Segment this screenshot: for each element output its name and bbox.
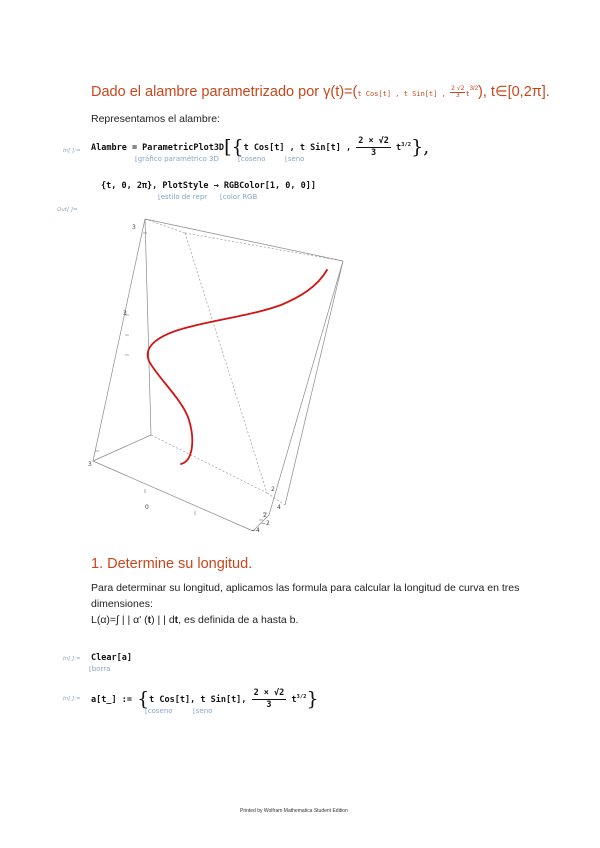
cell1-tsin: t Sin[t] xyxy=(299,143,341,153)
cell3-tcos: t Cos[t] xyxy=(149,695,191,705)
cell3-in-label: In[ ]:= xyxy=(63,696,81,702)
box-edge xyxy=(93,219,145,461)
title-comp1: t Cos[t] xyxy=(357,90,392,98)
title-comp2: t Sin[t] xyxy=(403,90,438,98)
title-exponent: 3/2 xyxy=(469,86,479,93)
bounding-box xyxy=(93,219,343,531)
cell3-lhs: a[t_] := xyxy=(91,695,138,705)
axis-label-left-top: 3 xyxy=(132,224,136,231)
title-t-var: t xyxy=(465,90,470,98)
hint-borra: ⌊ borra xyxy=(89,665,110,673)
cell3-brace-close: } xyxy=(306,688,319,710)
axis-ticks xyxy=(95,233,267,520)
axis-label-bottom-right-4: −2 xyxy=(261,520,270,527)
box-edge xyxy=(151,435,267,493)
axis-label-bottom-right-3: 2 xyxy=(263,512,267,519)
cell1-line1[interactable]: Alambre = ParametricPlot3D[{t Cos[t] , t Sin[t] , $\frac{2 \times √2}{3}$ $t^{3/2}$}, xyxy=(91,136,430,158)
box-edge xyxy=(145,219,343,261)
box-edge xyxy=(269,261,343,515)
parametric-plot-3d[interactable] xyxy=(85,215,360,535)
section-paragraph-line1: Para determinar su longitud, aplicamos las formula para calcular la longitud de curva en tres xyxy=(91,582,520,594)
axis-label-bottom-right-5: −4 xyxy=(251,527,260,534)
box-edge xyxy=(185,233,267,493)
section-paragraph-line2: dimensiones: xyxy=(91,598,153,610)
box-edge xyxy=(145,219,151,435)
hint-seno-1: ⌊ seno xyxy=(285,155,304,163)
cell1-line2[interactable]: {t, 0, 2π}, PlotStyle → RGBColor[1, 0, 0]] xyxy=(101,181,316,191)
cell3-fraction: $\frac{2 \times √2}{3}$ xyxy=(253,688,285,710)
hint-coseno-1: ⌊ coseno xyxy=(238,155,266,163)
box-edge xyxy=(93,461,253,531)
axis-label-bottom-right-2: 4 xyxy=(277,504,281,511)
axis-label-left-bottom: 3 xyxy=(88,461,92,468)
cell1-exp: 3/2 xyxy=(401,142,412,149)
title-fraction: $\frac{2 √2}{3}$ xyxy=(451,84,465,99)
title-sep1: , xyxy=(391,90,404,98)
cell1-brace-open: [{ xyxy=(224,136,244,158)
title-sep2: , xyxy=(437,90,451,98)
cell1-fraction: $\frac{2 \times √2}{3}$ xyxy=(358,136,389,158)
cell3-brace-open: { xyxy=(137,688,150,710)
axis-label-bottom-right-1: 2 xyxy=(271,486,275,493)
box-edge xyxy=(185,233,343,261)
cell2-code[interactable]: Clear[a] xyxy=(91,653,132,663)
axis-label-bottom-left: 0 xyxy=(145,504,149,511)
out-label: Out[ ]= xyxy=(57,207,78,213)
cell3-t-var: t xyxy=(291,695,297,705)
title-gamma: γ(t)=( xyxy=(323,84,358,100)
axis-label-left-mid: 3 xyxy=(123,310,127,317)
cell1-in-label: In[ ]:= xyxy=(63,148,81,154)
cell3-code[interactable]: a[t_] := {t Cos[t], t Sin[t], $\frac{2 \times √2}{3}$ $t^{3/2}$} xyxy=(91,688,319,710)
section-heading: 1. Determine su longitud. xyxy=(91,556,253,572)
box-edge xyxy=(93,435,151,461)
document-title xyxy=(91,84,550,100)
title-prefix: Dado el alambre parametrizado por xyxy=(91,84,324,100)
cell1-t-var: t xyxy=(396,143,402,153)
length-formula: L(α)=∫ | | α' (t) | | dt, es definida de a hasta b. xyxy=(91,614,299,626)
cell3-tsin: t Sin[t] xyxy=(200,695,242,705)
title-suffix: ), t∈[0,2π]. xyxy=(478,84,550,100)
cell2-in-label: In[ ]:= xyxy=(63,656,81,662)
cell1-brace-close: }, xyxy=(411,136,430,158)
hint-estilo: ⌊ estilo de repr xyxy=(158,193,207,201)
box-edge xyxy=(267,493,285,505)
cell1-assign: Alambre = ParametricPlot3D xyxy=(91,143,225,153)
cell3-exp: 3/2 xyxy=(296,694,307,701)
cell1-tcos: t Cos[t] xyxy=(243,143,285,153)
hint-seno-2: ⌊ seno xyxy=(193,707,212,715)
cell1-sep: , xyxy=(284,143,300,153)
intro-text: Representamos el alambre: xyxy=(91,113,220,125)
hint-color-rgb: ⌊ color RGB xyxy=(220,193,257,201)
box-edge xyxy=(285,261,343,505)
hint-parametric-plot: ⌊ gráfico paramétrico 3D xyxy=(135,155,219,163)
hint-coseno-2: ⌊ coseno xyxy=(145,707,173,715)
wire-curve xyxy=(148,270,327,464)
print-footer: Printed by Wolfram Mathematica Student Edition xyxy=(240,808,348,814)
